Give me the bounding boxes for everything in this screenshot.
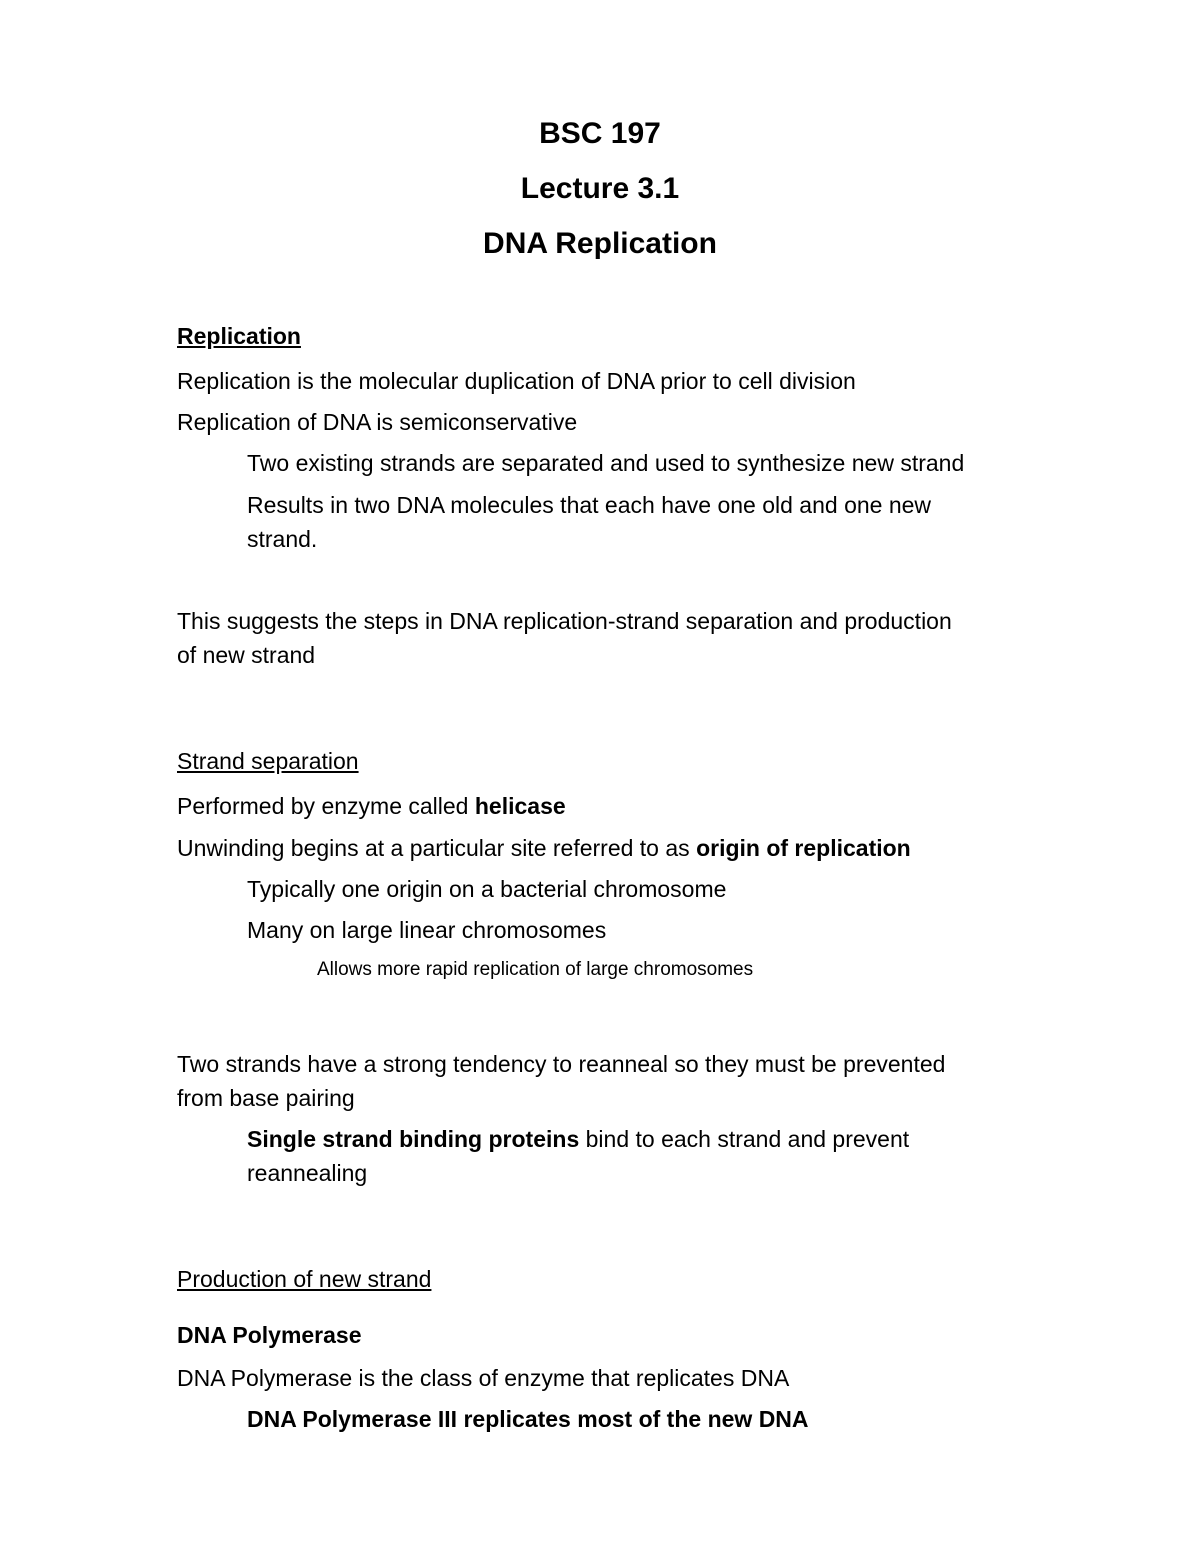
strand-sep-para-b: from base pairing (177, 1085, 355, 1111)
ssb-line-b: reannealing (247, 1160, 368, 1186)
replication-sub-2a: Results in two DNA molecules that each have one old and one new (247, 492, 932, 518)
strand-sep-line-1 (177, 789, 566, 823)
dna-polymerase-heading: DNA Polymerase (177, 1322, 362, 1348)
replication-sub-2b: strand. (247, 526, 318, 552)
topic-title: DNA Replication (483, 227, 717, 260)
course-title: BSC 197 (539, 117, 661, 150)
replication-line-2: Replication of DNA is semiconservative (177, 409, 578, 435)
production-heading: Production of new strand (177, 1266, 432, 1292)
ssb-rest: bind to each strand and prevent (579, 1126, 910, 1152)
replication-heading: Replication (177, 323, 301, 349)
strand-sep-line-2-text: Unwinding begins at a particular site referred to as (177, 835, 697, 861)
strand-sep-line-1-text: Performed by enzyme called (177, 793, 475, 819)
ssb-line (247, 1122, 909, 1156)
strand-sep-sub-1: Typically one origin on a bacterial chromosome (247, 876, 727, 902)
origin-term: origin of replication (696, 835, 911, 861)
ssb-term: Single strand binding proteins (247, 1126, 580, 1152)
helicase-term: helicase (474, 793, 566, 819)
replication-para-b: of new strand (177, 642, 316, 668)
production-line-1: DNA Polymerase is the class of enzyme that replicates DNA (177, 1365, 790, 1391)
replication-sub-1: Two existing strands are separated and used to synthesize new strand (247, 450, 965, 476)
strand-separation-heading: Strand separation (177, 748, 359, 774)
replication-para-a: This suggests the steps in DNA replication-strand separation and production (177, 608, 952, 634)
strand-sep-subsub: Allows more rapid replication of large chromosomes (317, 959, 754, 980)
strand-sep-para-a: Two strands have a strong tendency to reanneal so they must be prevented (177, 1051, 946, 1077)
replication-line-1: Replication is the molecular duplication of DNA prior to cell division (177, 368, 856, 394)
lecture-title: Lecture 3.1 (520, 172, 680, 205)
strand-sep-line-2 (177, 831, 911, 865)
strand-sep-sub-2: Many on large linear chromosomes (247, 917, 607, 943)
production-sub-1: DNA Polymerase III replicates most of the new DNA (247, 1406, 809, 1432)
